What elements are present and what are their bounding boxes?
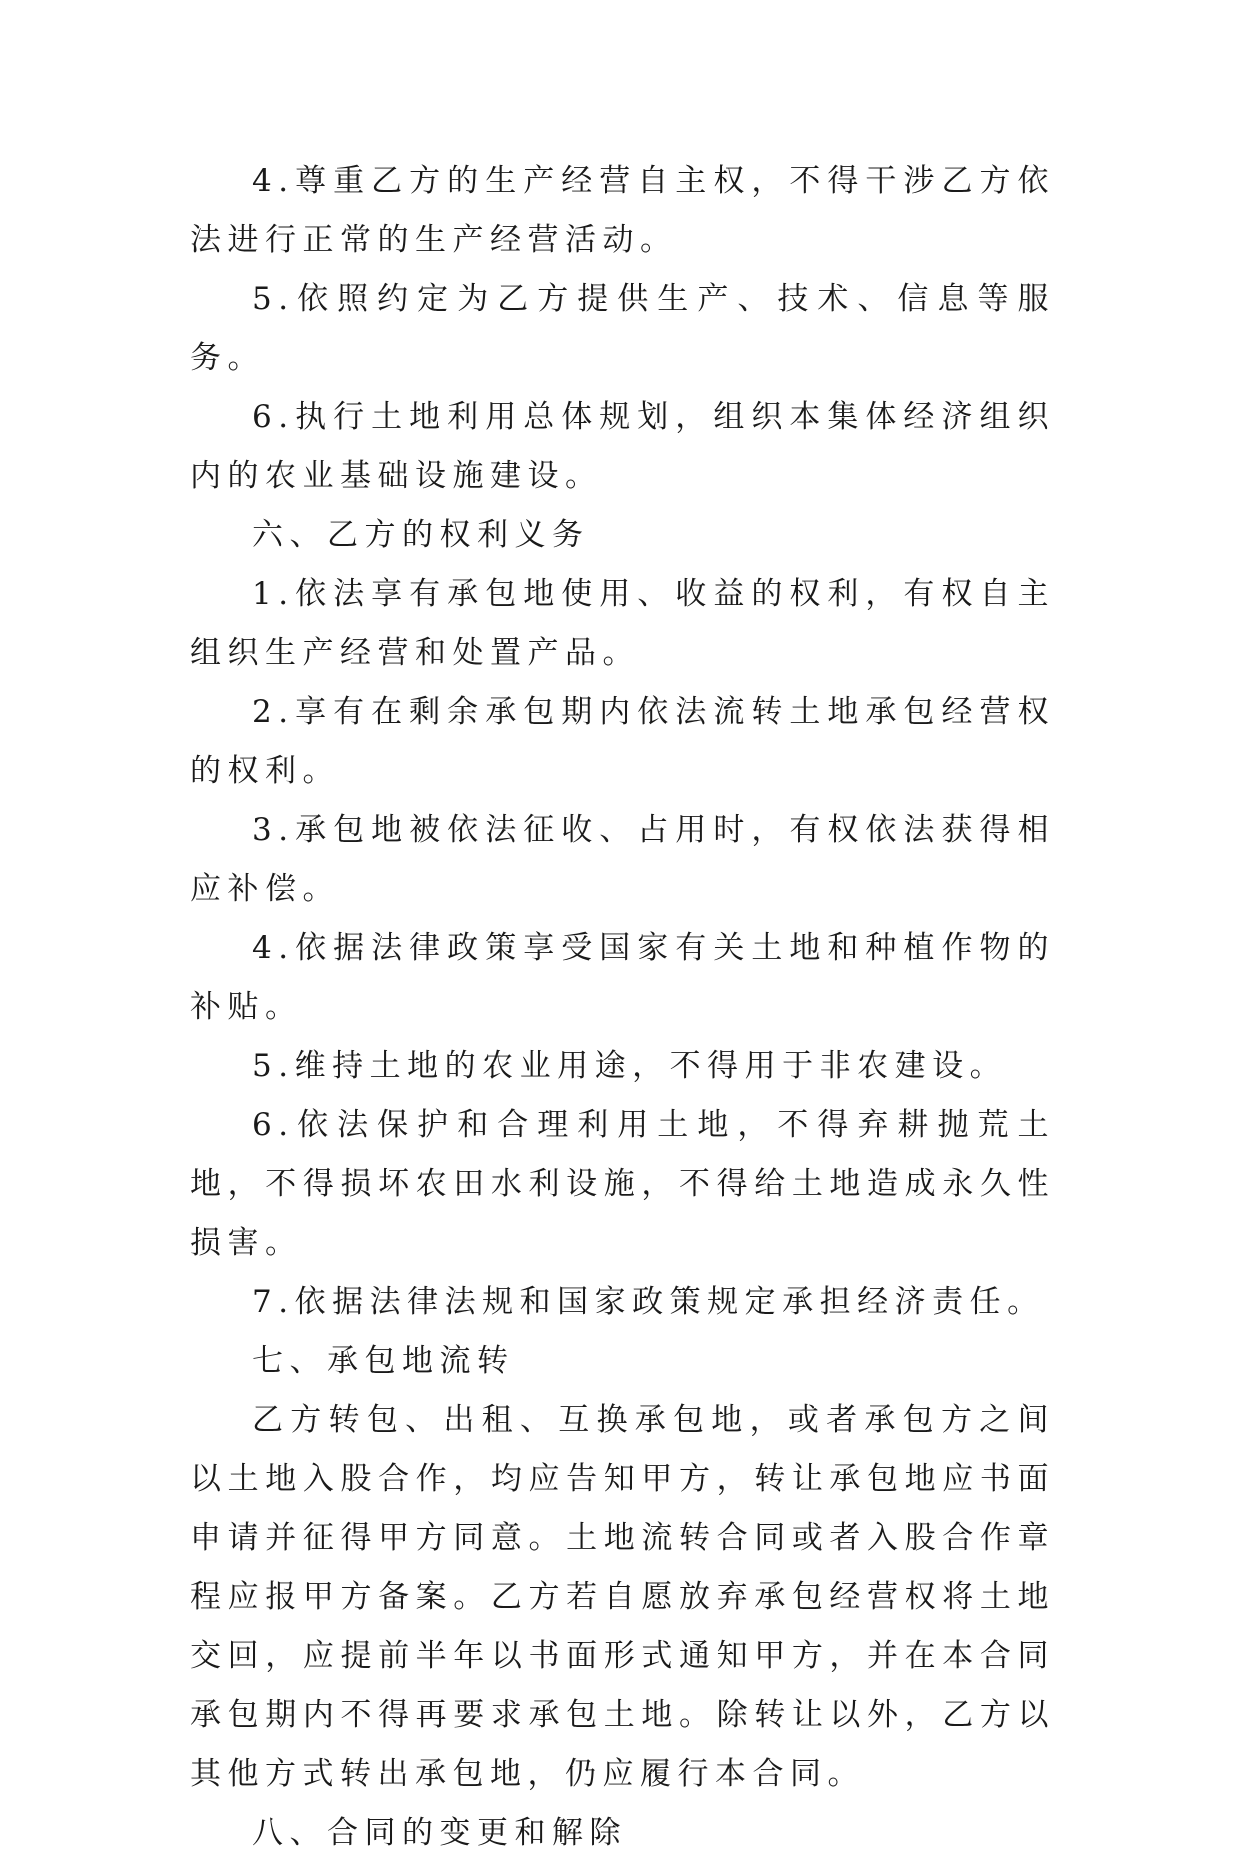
paragraph-clause-6-1: 1.依法享有承包地使用、收益的权利，有权自主组织生产经营和处置产品。 <box>190 576 1055 671</box>
paragraph-clause-5-6: 6.执行土地利用总体规划，组织本集体经济组织内的农业基础设施建设。 <box>190 399 1055 494</box>
paragraph-clause-6-3: 3.承包地被依法征收、占用时，有权依法获得相应补偿。 <box>190 812 1055 907</box>
document-body <box>190 152 1055 1863</box>
paragraph-clause-6-7: 7.依据法律法规和国家政策规定承担经济责任。 <box>252 1284 1045 1320</box>
paragraph-clause-5-5: 5.依照约定为乙方提供生产、技术、信息等服务。 <box>190 281 1055 376</box>
section-heading-7: 七、承包地流转 <box>252 1343 515 1379</box>
paragraph-clause-6-2: 2.享有在剩余承包期内依法流转土地承包经营权的权利。 <box>190 694 1055 789</box>
section-heading-6: 六、乙方的权利义务 <box>252 517 590 553</box>
paragraph-clause-6-6: 6.依法保护和合理利用土地，不得弃耕抛荒土地，不得损坏农田水利设施，不得给土地造成永久性损害。 <box>190 1107 1055 1261</box>
paragraph-clause-6-5: 5.维持土地的农业用途，不得用于非农建设。 <box>252 1048 1008 1084</box>
section-heading-8: 八、合同的变更和解除 <box>252 1815 627 1851</box>
paragraph-land-transfer: 乙方转包、出租、互换承包地，或者承包方之间以土地入股合作，均应告知甲方，转让承包地应书面申请并征得甲方同意。土地流转合同或者入股合作章程应报甲方备案。乙方若自愿放弃承包经营权将土地交回，应提前半年以书面形式通知甲方，并在本合同承包期内不得再要求承包土地。除转让以外，乙方以其他方式转出承包地，仍应履行本合同。 <box>190 1402 1055 1792</box>
paragraph-clause-5-4: 4.尊重乙方的生产经营自主权，不得干涉乙方依法进行正常的生产经营活动。 <box>190 163 1055 258</box>
paragraph-clause-6-4: 4.依据法律政策享受国家有关土地和种植作物的补贴。 <box>190 930 1055 1025</box>
